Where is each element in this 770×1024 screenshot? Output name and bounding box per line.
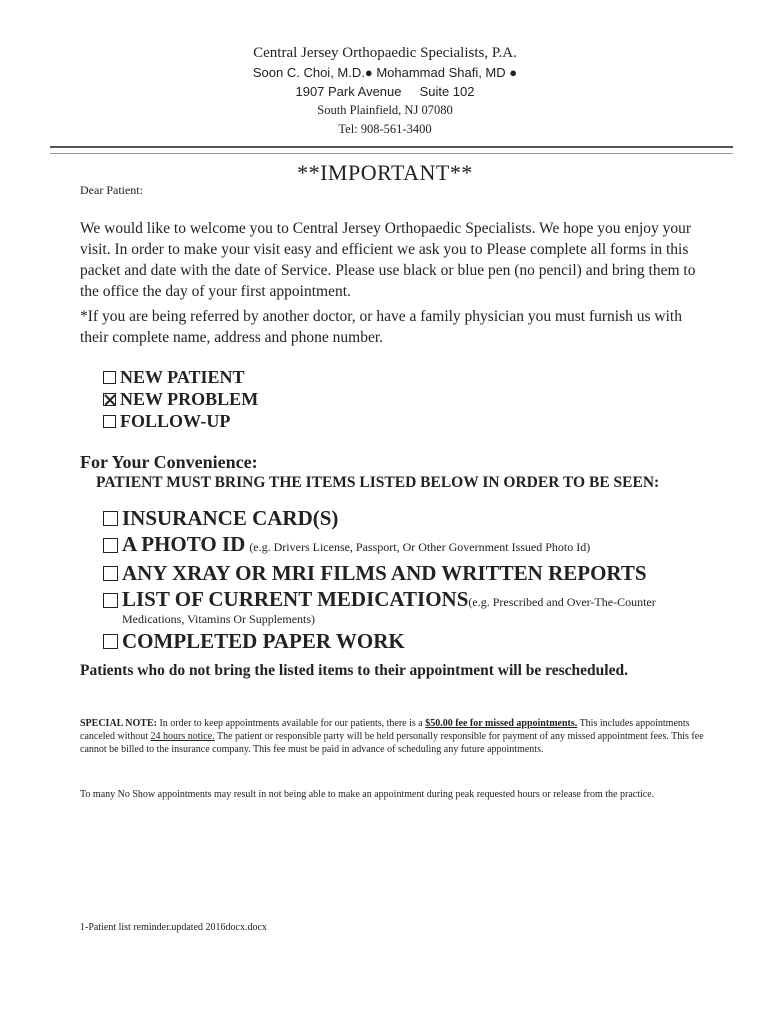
no-show-note: To many No Show appointments may result in not being able to make an appointment during peak requested hours or release from the practice. [80,789,655,800]
convenience-heading: For Your Convenience: [80,452,258,472]
file-footer: 1-Patient list reminder.updated 2016docx.docx [80,922,267,933]
checkbox-icon[interactable] [103,538,118,553]
item-xray-mri[interactable] [103,560,723,586]
checkbox-icon[interactable] [103,634,118,649]
required-items-list [103,505,723,654]
item-label: ANY XRAY OR MRI FILMS AND WRITTEN REPORTS [122,561,647,585]
special-note-text: In order to keep appointments available for our patients, there is a [156,718,426,729]
important-heading: **IMPORTANT** [297,160,473,185]
visit-type-new-patient[interactable] [103,366,258,388]
special-note [80,717,706,756]
visit-type-label: FOLLOW-UP [120,410,231,431]
item-note-continued: Medications, Vitamins Or Supplements) [122,612,316,626]
item-paperwork[interactable] [103,628,723,654]
checkbox-icon[interactable] [103,371,116,384]
street: 1907 Park Avenue [295,84,402,99]
checkbox-icon[interactable] [103,566,118,581]
item-label: A PHOTO ID [122,532,246,556]
notice-period: 24 hours notice. [150,731,215,742]
visit-type-checklist [103,366,258,432]
salutation: Dear Patient: [80,183,143,197]
telephone: Tel: 908-561-3400 [338,122,432,136]
checkbox-icon[interactable] [103,415,116,428]
item-label: LIST OF CURRENT MEDICATIONS [122,587,469,611]
checkbox-icon[interactable] [103,593,118,608]
missed-fee: $50.00 fee for missed appointments. [425,718,578,729]
header-rule [50,146,733,154]
street-address [0,82,770,101]
visit-type-label: NEW PATIENT [120,366,245,387]
reschedule-warning: Patients who do not bring the listed items to their appointment will be rescheduled. [80,662,628,679]
city-state-zip: South Plainfield, NJ 07080 [317,103,453,117]
practice-name: Central Jersey Orthopaedic Specialists, P.A. [253,45,517,61]
checkbox-icon[interactable] [103,511,118,526]
item-medications[interactable] [103,586,723,615]
item-note: (e.g. Prescribed and Over-The-Counter [468,595,656,609]
special-note-text: The patient or responsible party will be held personally responsible for payment of any missed appointment fees. This fee cannot be billed to the insurance company. This fee must be paid in advance of scheduling any future appointments. [80,731,704,755]
visit-type-new-problem[interactable] [103,388,258,410]
intro-paragraph: We would like to welcome you to Central Jersey Orthopaedic Specialists. We hope you enjoy your visit. In order to make your visit easy and efficient we ask you to Please complete all forms in this packet and date with the date of Service. Please use black or blue pen (no pencil) and bring them to the office the day of your first appointment. [80,220,696,300]
item-label: COMPLETED PAPER WORK [122,629,405,653]
referral-paragraph: *If you are being referred by another doctor, or have a family physician you must furnish us with their complete name, address and phone number. [80,308,682,346]
letterhead [0,44,770,139]
doctor-names: Soon C. Choi, M.D.● Mohammad Shafi, MD ● [252,65,518,80]
item-label: INSURANCE CARD(S) [122,506,339,530]
item-insurance-card[interactable] [103,505,723,531]
special-note-text: This includes appointments canceled without [80,718,690,742]
suite: Suite 102 [419,84,475,99]
visit-type-follow-up[interactable] [103,410,258,432]
checkbox-checked-icon[interactable] [103,393,116,406]
item-photo-id[interactable] [103,531,723,560]
must-bring-instruction: PATIENT MUST BRING THE ITEMS LISTED BELOW IN ORDER TO BE SEEN: [96,474,660,491]
visit-type-label: NEW PROBLEM [120,388,259,409]
special-note-label: SPECIAL NOTE: [80,718,157,729]
item-note: (e.g. Drivers License, Passport, Or Other Government Issued Photo Id) [249,540,591,554]
